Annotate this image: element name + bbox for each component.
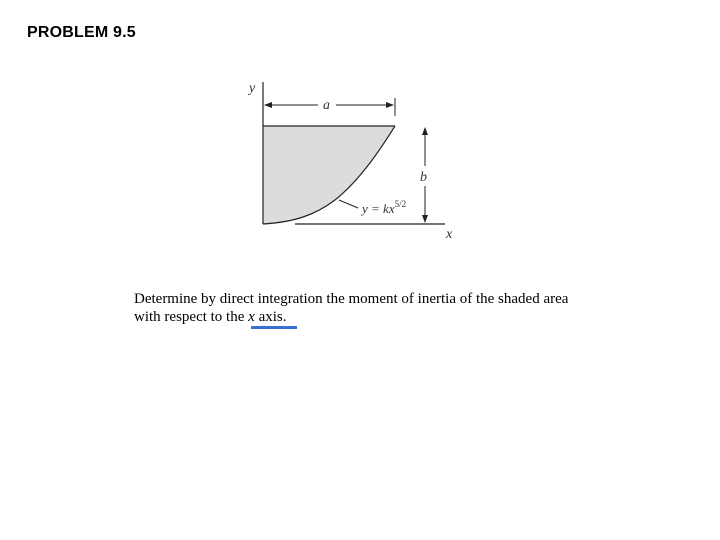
curve-equation xyxy=(360,199,406,216)
dimension-b-arrow-bottom xyxy=(422,215,428,223)
statement-axis-var: x xyxy=(248,309,255,325)
x-axis-label: x xyxy=(446,227,453,242)
dimension-a-arrow-right xyxy=(386,102,394,108)
statement-line-2-pre: with respect to the xyxy=(134,309,249,325)
statement-line-2-post: axis. xyxy=(254,309,287,325)
statement-line-1: Determine by direct integration the moment of inertia of the shaded area xyxy=(134,291,569,307)
curve-equation-exponent: 5/2 xyxy=(394,199,407,209)
dimension-b-arrow-top xyxy=(422,127,428,135)
dimension-a-label: a xyxy=(323,98,330,113)
y-axis-label: y xyxy=(249,81,256,96)
spellcheck-underline xyxy=(251,326,297,329)
dimension-b-label: b xyxy=(420,170,427,185)
curve-leader xyxy=(339,200,358,208)
curve-equation-main: y = kx xyxy=(362,201,395,216)
dimension-a-arrow-left xyxy=(264,102,272,108)
statement-line-2 xyxy=(134,308,614,326)
problem-statement xyxy=(134,290,614,326)
problem-title: PROBLEM 9.5 xyxy=(27,24,136,41)
